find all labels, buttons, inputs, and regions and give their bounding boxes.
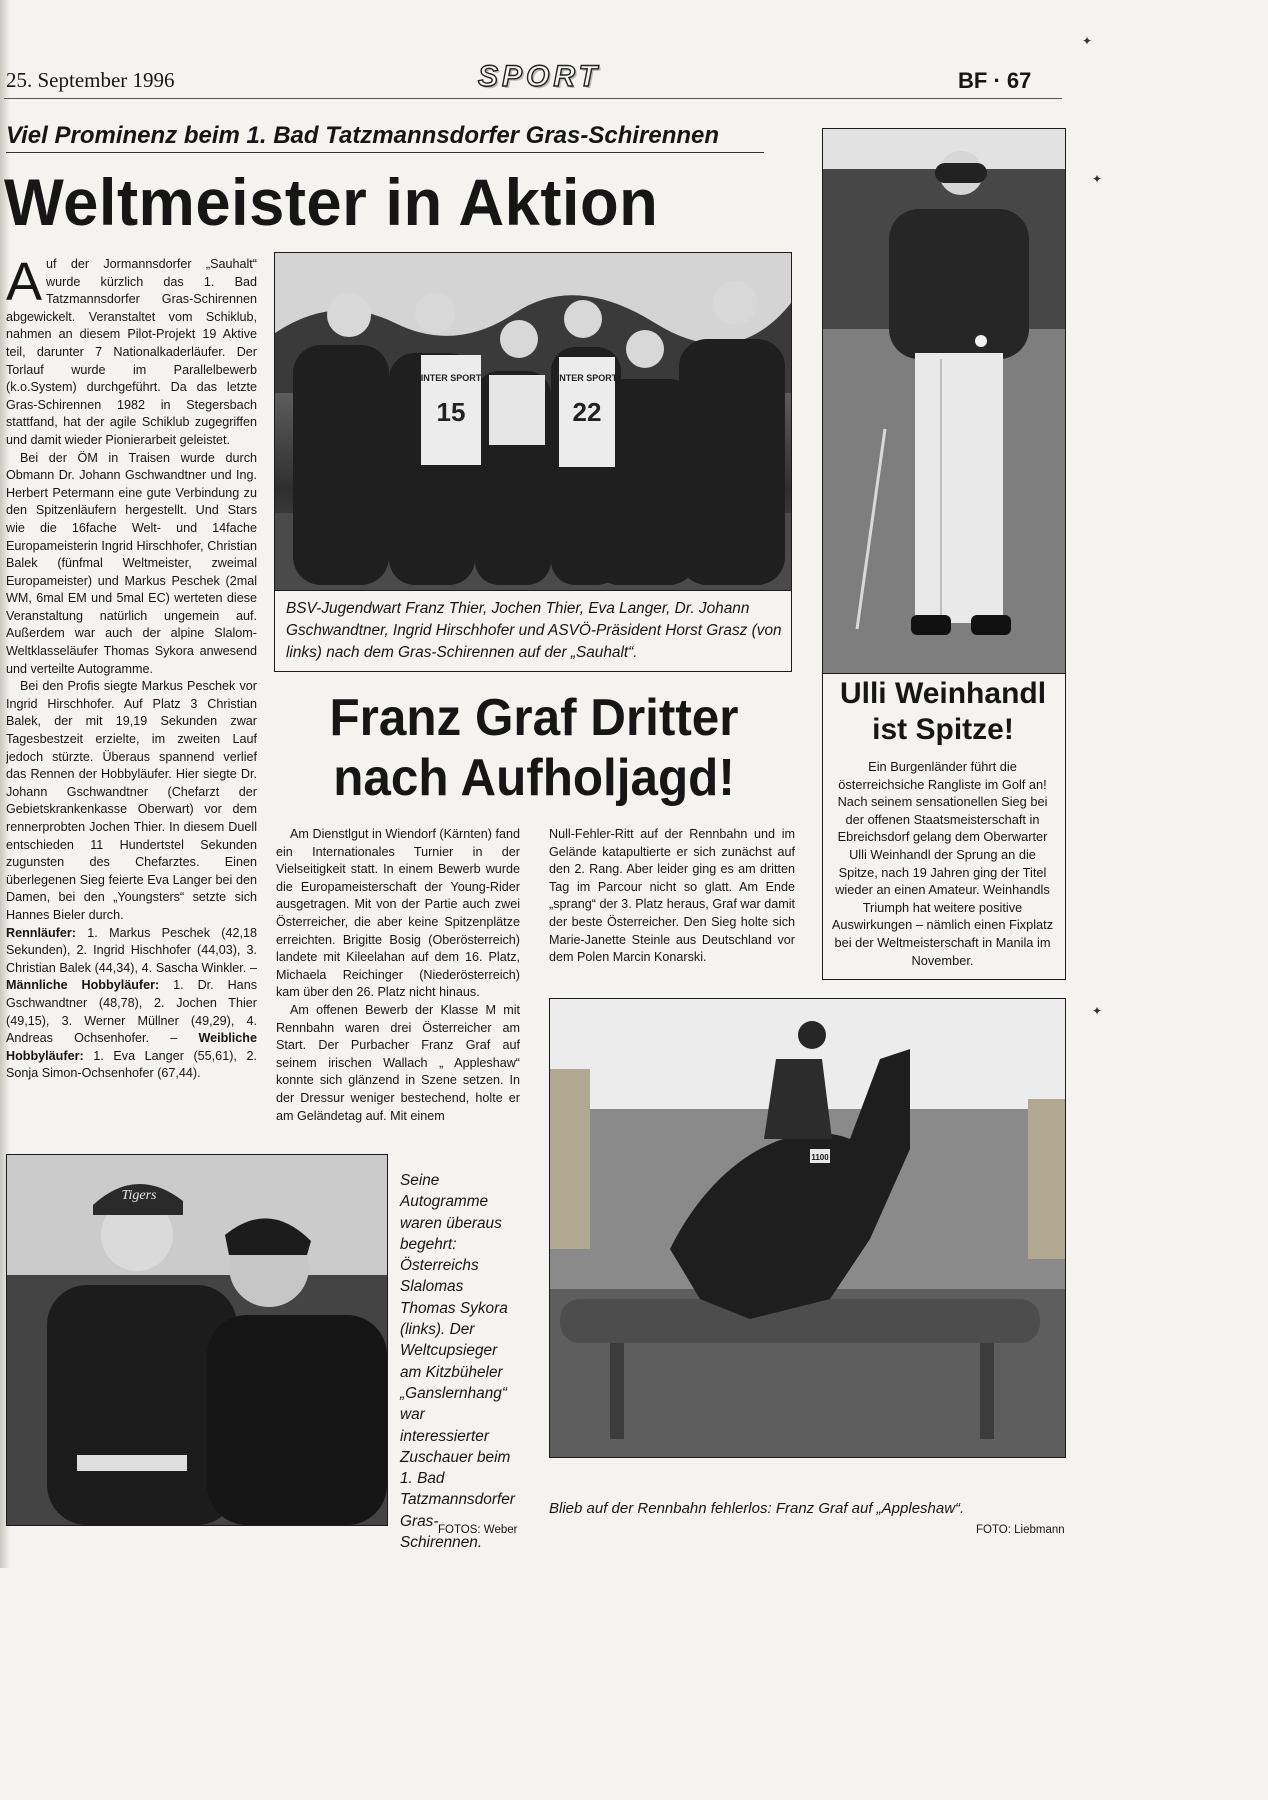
autograph-photo-illustration bbox=[7, 1155, 387, 1525]
jersey-sponsor: INTER SPORT bbox=[420, 373, 482, 383]
paragraph: Am Dienstlgut in Wiendorf (Kärnten) fand ein Internationales Turnier in der Vielseitigkeit statt. In einem Bewerb wurde die Europameisterschaft der Young-Rider ausgetragen. Mit von der Partie auch zwei Österreicher, die aber keine Spitzenplätze erreichten. Brigitte Bosig (Oberösterreich) landete mit Kileelahan auf dem 16. Platz, Michaela Reichinger (Niederösterreich) kam über den 26. Platz nicht hinaus. bbox=[276, 827, 520, 1000]
horse-photo-credit: FOTO: Liebmann bbox=[976, 1524, 1065, 1536]
horse-photo bbox=[549, 998, 1066, 1458]
autograph-photo-credit: FOTOS: Weber bbox=[438, 1524, 518, 1536]
horse-photo-illustration bbox=[550, 999, 1065, 1457]
horse-photo-caption: Blieb auf der Rennbahn fehlerlos: Franz Graf auf „Appleshaw“. bbox=[549, 1500, 965, 1517]
ulli-headline: Ulli Weinhandl ist Spitze! bbox=[839, 677, 1047, 746]
scan-mark-icon: ✦ bbox=[1092, 1004, 1103, 1018]
paragraph: Auf der Jormannsdorfer „Sauhalt“ wurde kürzlich das 1. Bad Tatzmannsdorfer Gras-Schirennen abgewickelt. Veranstaltet vom Schiklub, nahmen an diesem Pilot-Projekt 19 Aktive teil, darunter 7 Nationalkaderläufer. Der Torlauf wurde im Parallelbewerb (k.o.System) durchgeführt. Da das letzte Gras-Schirennen 1982 in Stegersbach stattfand, hat der agile Schiklub zugegriffen und damit wieder Pionierarbeit geleistet. bbox=[6, 256, 257, 447]
autograph-photo-caption: Seine Autogramme waren überaus begehrt: Österreichs Slalomas Thomas Sykora (links). Der Weltcupsieger am Kitzbüheler „Ganslernhang“ war interessierter Zuschauer beim 1. Bad Tatzmannsdorfer Gras-Schirennen. bbox=[400, 1172, 515, 1552]
drop-cap: A bbox=[6, 256, 43, 312]
franz-article-col-left bbox=[276, 826, 520, 1146]
jersey-number: 22 bbox=[572, 397, 602, 427]
results-list: Rennläufer: 1. Markus Peschek (42,18 Sekunden), 2. Ingrid Hischhofer (44,03), 3. Christian Balek (44,34), 4. Sascha Winkler. – Männliche Hobbyläufer: 1. Dr. Hans Gschwandtner (48,78), 2. Jochen Thier (49,15), 3. Werner Müllner (49,29), 4. Andreas Ochsenhofer. – Weibliche Hobbyläufer: 1. Eva Langer (55,61), 2. Sonja Simon-Ochsenhofer (67,44). bbox=[6, 925, 257, 1081]
group-photo-illustration bbox=[275, 253, 791, 591]
franz-headline: Franz Graf Dritter nach Aufholjagd! bbox=[329, 689, 739, 807]
ulli-article-body bbox=[830, 758, 1055, 972]
header-rule bbox=[4, 98, 1062, 99]
group-photo-caption: BSV-Jugendwart Franz Thier, Jochen Thier, Eva Langer, Dr. Johann Gschwandtner, Ingrid Hirschhofer und ASVÖ-Präsident Horst Grasz (von links) nach dem Gras-Schirennen auf der „Sauhalt“. bbox=[286, 600, 782, 661]
paragraph: Bei der ÖM in Traisen wurde durch Obmann Dr. Johann Gschwandtner und Ing. Herbert Petermann eine gute Verbindung zu den Spitzenläufern hergestellt. Und Stars wie die 16fache Welt- und 14fache Europameisterin Ingrid Hirschhofer, Christian Balek (fünfmal Weltmeister, zweimal Europameister) und Markus Peschek (2mal WM, 6mal EM und 5mal EC) werteten diese Veranstaltung natürlich ungemein auf. Außerdem war auch der alpine Slalom-Weltklasseläufer Thomas Sykora anwesend und verteilte Autogramme. bbox=[6, 450, 257, 676]
article-kicker: Viel Prominenz beim 1. Bad Tatzmannsdorfer Gras-Schirennen bbox=[6, 122, 720, 149]
main-article-body bbox=[6, 256, 257, 1146]
paragraph: Am offenen Bewerb der Klasse M mit Rennbahn waren drei Österreicher am Start. Der Purbacher Franz Graf auf seinem irischen Wallach „ Appleshaw“ konnte sich glänzend in Szene setzen. In der Dressur weniger bestechend, holte er am Geländetag auf. Mit einem bbox=[276, 1002, 520, 1123]
page-number: BF · 67 bbox=[958, 68, 1032, 93]
scan-mark-icon: ✦ bbox=[1082, 34, 1093, 48]
section-title: SPORT bbox=[478, 60, 601, 93]
horse-bib: 1100 bbox=[811, 1153, 829, 1162]
cap-logo: Tigers bbox=[121, 1188, 157, 1203]
article-headline: Weltmeister in Aktion bbox=[4, 165, 659, 239]
paragraph: Null-Fehler-Ritt auf der Rennbahn und im Gelände katapultierte er sich zunächst auf den 2. Rang. Aber leider ging es am dritten Tag im Parcour nicht so glatt. Am Ende „sprang“ der 3. Platz heraus, Graf war damit der beste Österreicher. Den Sieg holte sich Marie-Janette Steinle aus Deutschland vor dem Polen Marcin Konarski. bbox=[549, 827, 795, 965]
kicker-underline bbox=[6, 152, 764, 153]
golf-photo bbox=[822, 128, 1066, 674]
franz-article-col-right bbox=[549, 826, 795, 996]
scan-mark-icon: ✦ bbox=[1092, 172, 1103, 186]
issue-date: 25. September 1996 bbox=[6, 68, 175, 92]
paragraph: Bei den Profis siegte Markus Peschek vor Ingrid Hirschhofer. Auf Platz 3 Christian Balek, der mit 19,19 Sekunden zwar Tagesbestzeit erzielte, im zweiten Lauf jedoch stürzte. Überaus spannend verlief das Rennen der Hobbyläufer. Hier siegte Dr. Johann Gschwandtner (Chefarzt der Gebietskrankenkasse Oberwart) vor dem rennerprobten Jochen Thier. In diesem Duell entschieden 11 Hundertstel Sekunden zugunsten des Chefarztes. Einen überlegenen Sieg feierte Eva Langer bei den Damen, bei den „Youngsters“ setzte sich Hannes Bieler durch. bbox=[6, 679, 257, 922]
jersey-sponsor: INTER SPORT bbox=[556, 373, 618, 383]
paragraph: Ein Burgenländer führt die österreichsiche Rangliste im Golf an! Nach seinem sensationellen Sieg bei der offenen Staatsmeisterschaft in Ebreichsdorf gelang dem Oberwarter Ulli Weinhandl der Sprung an die Spitze, nach 19 Jahren ging der Titel wieder an einen Amateur. Weinhandls Triumph hat weitere positive Auswirkungen – nämlich einen Fixplatz bei der Weltmeisterschaft in Manila im November. bbox=[831, 759, 1054, 968]
golf-photo-illustration bbox=[823, 129, 1065, 673]
jersey-number: 15 bbox=[436, 397, 466, 427]
autograph-photo bbox=[6, 1154, 388, 1526]
group-photo bbox=[274, 252, 792, 592]
